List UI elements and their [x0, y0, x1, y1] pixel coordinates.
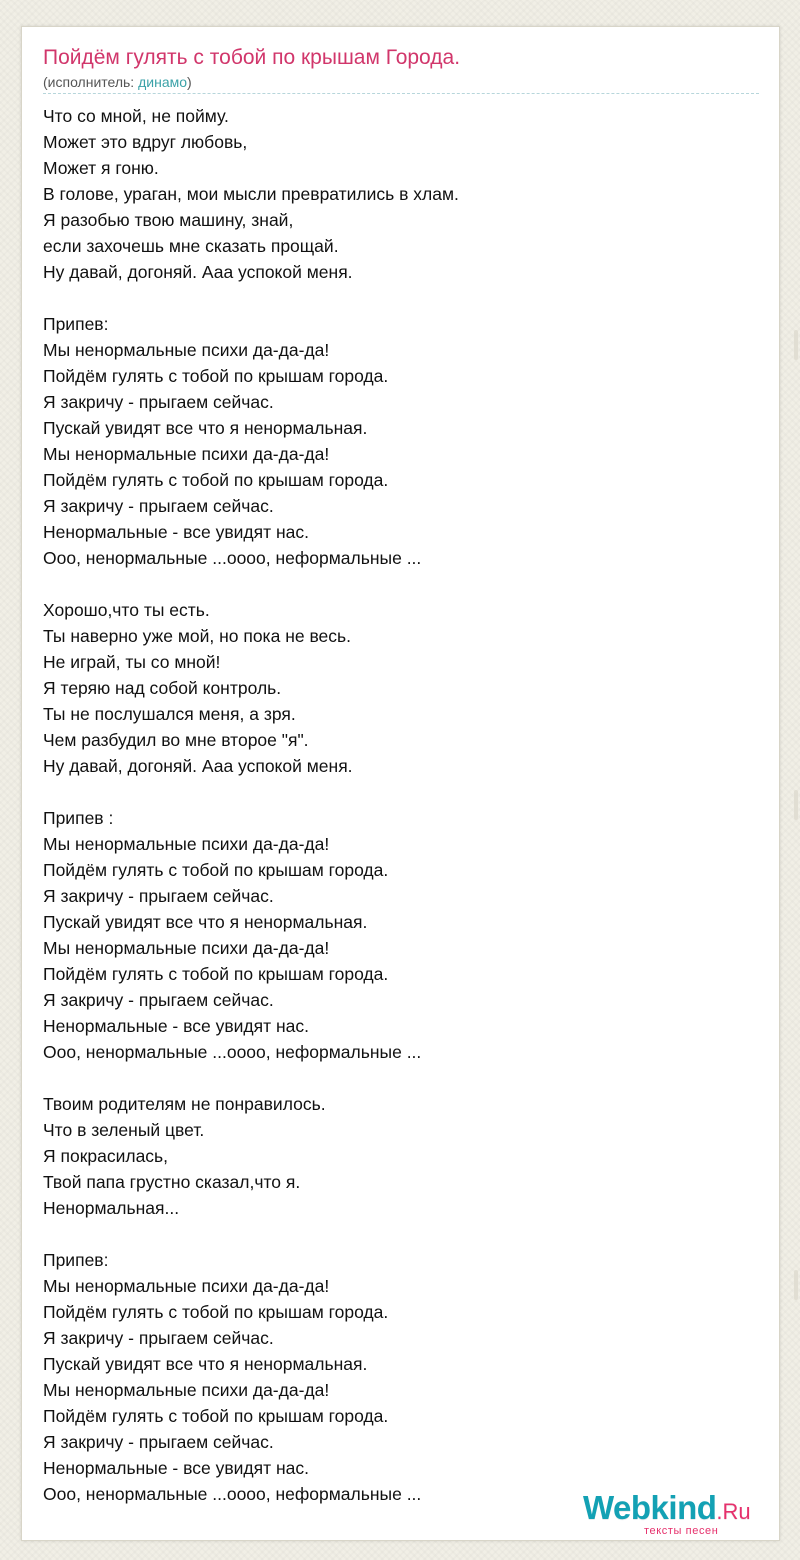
logo-suffix-text: .Ru	[716, 1499, 751, 1524]
lyric-line: В голове, ураган, мои мысли превратились в хлам.	[43, 184, 459, 204]
lyric-line: если захочешь мне сказать прощай.	[43, 236, 339, 256]
lyric-line: Мы ненормальные психи да-да-да!	[43, 938, 330, 958]
artist-link[interactable]: динамо	[138, 74, 188, 90]
lyric-line: Мы ненормальные психи да-да-да!	[43, 834, 330, 854]
lyric-line: Что со мной, не пойму.	[43, 106, 229, 126]
page-edge-mark	[794, 1270, 798, 1300]
lyric-line: Ну давай, догоняй. Ааа успокой меня.	[43, 262, 353, 282]
lyric-line: Ты наверно уже мой, но пока не весь.	[43, 626, 352, 646]
lyric-line: Ненормальные - все увидят нас.	[43, 522, 309, 542]
lyric-line: Пускай увидят все что я ненормальная.	[43, 912, 368, 932]
lyric-line: Мы ненормальные психи да-да-да!	[43, 1380, 330, 1400]
stanza-gap	[43, 1065, 459, 1091]
webkind-logo[interactable]	[583, 1489, 778, 1541]
title-divider	[43, 93, 759, 94]
lyric-line: Я закричу - прыгаем сейчас.	[43, 990, 274, 1010]
lyric-line: Я разобью твою машину, знай,	[43, 210, 294, 230]
lyric-line: Хорошо,что ты есть.	[43, 600, 210, 620]
lyric-line: Припев:	[43, 1250, 109, 1270]
lyric-line: Пойдём гулять с тобой по крышам города.	[43, 860, 389, 880]
lyric-line: Я закричу - прыгаем сейчас.	[43, 1432, 274, 1452]
lyric-line: Пойдём гулять с тобой по крышам города.	[43, 366, 389, 386]
lyric-line: Пойдём гулять с тобой по крышам города.	[43, 964, 389, 984]
lyric-line: Не играй, ты со мной!	[43, 652, 221, 672]
lyric-line: Мы ненормальные психи да-да-да!	[43, 444, 330, 464]
lyric-line: Что в зеленый цвет.	[43, 1120, 205, 1140]
logo-main-text: Webkind	[583, 1489, 717, 1526]
song-title: Пойдём гулять с тобой по крышам Города.	[43, 46, 461, 69]
lyric-line: Может это вдруг любовь,	[43, 132, 248, 152]
lyric-line: Может я гоню.	[43, 158, 159, 178]
stanza-gap	[43, 1221, 459, 1247]
logo-tagline: тексты песен	[644, 1525, 719, 1537]
lyric-line: Я теряю над собой контроль.	[43, 678, 282, 698]
lyric-line: Пускай увидят все что я ненормальная.	[43, 418, 368, 438]
lyric-line: Ооо, ненормальные ...оооо, неформальные ...	[43, 1484, 422, 1504]
stanza-gap	[43, 285, 459, 311]
stanza-gap	[43, 779, 459, 805]
page-edge-mark	[794, 790, 798, 820]
stanza-gap	[43, 571, 459, 597]
lyric-line: Ну давай, догоняй. Ааа успокой меня.	[43, 756, 353, 776]
lyric-line: Ненормальные - все увидят нас.	[43, 1458, 309, 1478]
lyric-line: Пойдём гулять с тобой по крышам города.	[43, 470, 389, 490]
lyric-line: Припев :	[43, 808, 114, 828]
lyric-line: Твой папа грустно сказал,что я.	[43, 1172, 301, 1192]
lyric-line: Пойдём гулять с тобой по крышам города.	[43, 1406, 389, 1426]
lyric-line: Ненормальные - все увидят нас.	[43, 1016, 309, 1036]
lyric-line: Я закричу - прыгаем сейчас.	[43, 886, 274, 906]
lyric-line: Пускай увидят все что я ненормальная.	[43, 1354, 368, 1374]
lyric-line: Я закричу - прыгаем сейчас.	[43, 1328, 274, 1348]
lyric-line: Я закричу - прыгаем сейчас.	[43, 392, 274, 412]
lyric-line: Ненормальная...	[43, 1198, 180, 1218]
lyric-line: Ооо, ненормальные ...оооо, неформальные ...	[43, 548, 422, 568]
lyric-line: Мы ненормальные психи да-да-да!	[43, 1276, 330, 1296]
lyric-line: Я покрасилась,	[43, 1146, 169, 1166]
artist-suffix: )	[187, 74, 192, 90]
artist-prefix: (исполнитель:	[43, 74, 139, 90]
lyrics-card	[21, 26, 780, 1541]
lyric-line: Мы ненормальные психи да-да-да!	[43, 340, 330, 360]
lyric-line: Я закричу - прыгаем сейчас.	[43, 496, 274, 516]
page-edge-mark	[794, 330, 798, 360]
lyric-line: Твоим родителям не понравилось.	[43, 1094, 326, 1114]
lyric-line: Ты не послушался меня, а зря.	[43, 704, 296, 724]
lyric-line: Ооо, ненормальные ...оооо, неформальные ...	[43, 1042, 422, 1062]
artist-line	[43, 73, 192, 91]
lyric-line: Припев:	[43, 314, 109, 334]
lyric-line: Пойдём гулять с тобой по крышам города.	[43, 1302, 389, 1322]
lyrics-text	[43, 103, 459, 1507]
lyric-line: Чем разбудил во мне второе "я".	[43, 730, 309, 750]
